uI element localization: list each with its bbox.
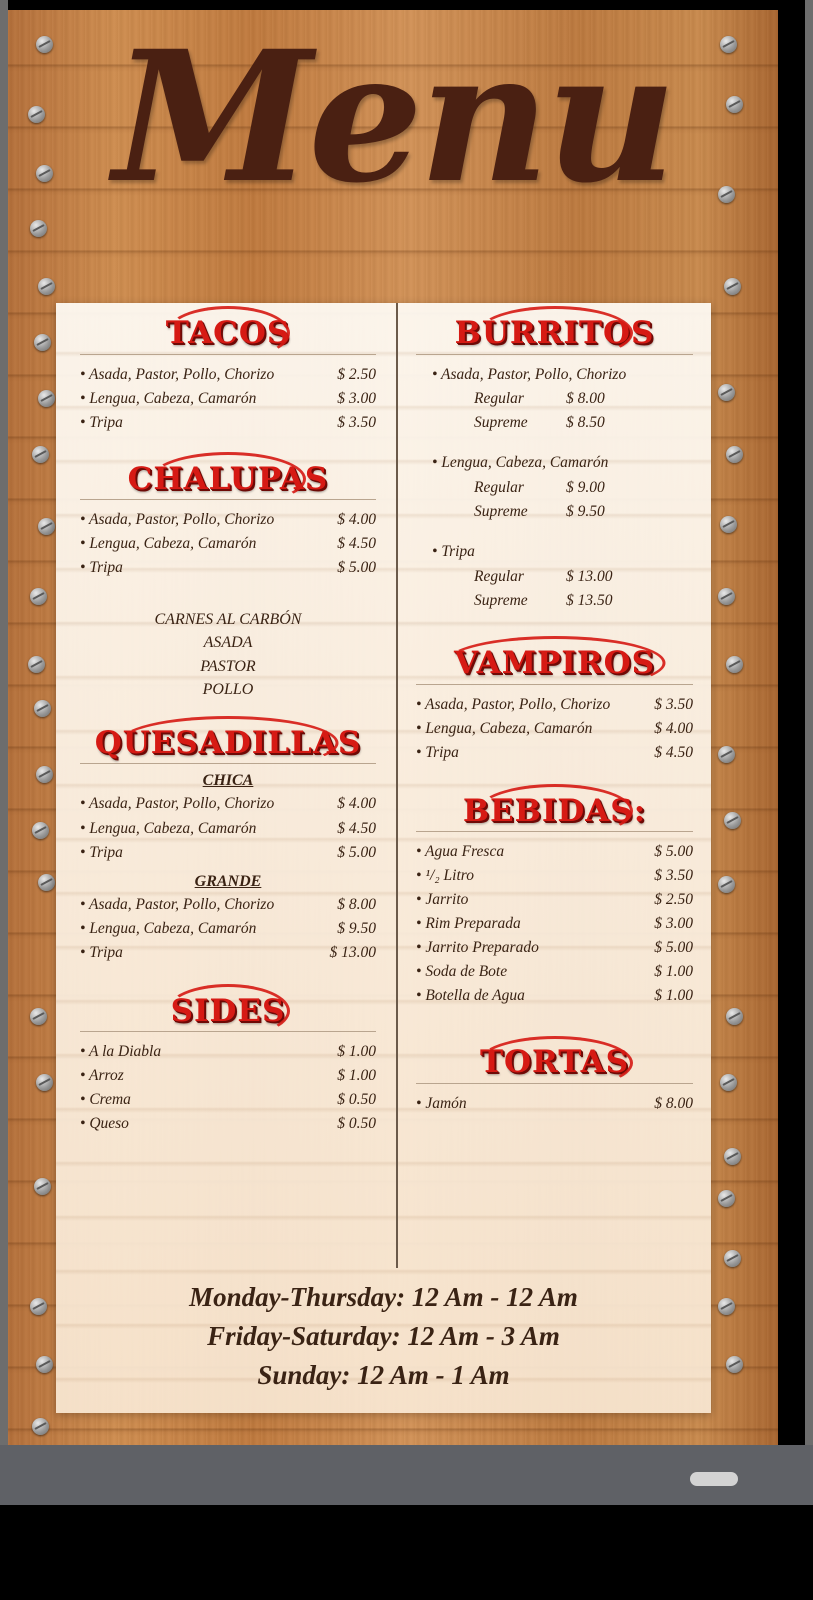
section-heading-bebidas — [416, 792, 693, 829]
item-name: • Tripa — [80, 841, 123, 865]
menu-item — [416, 693, 693, 717]
option-label: Regular — [474, 390, 524, 408]
divider — [416, 354, 693, 355]
menu-item — [80, 1040, 376, 1064]
menu-item — [80, 387, 376, 411]
screw-icon — [38, 390, 55, 407]
option-label: Supreme — [474, 592, 528, 610]
item-name: • Asada, Pastor, Pollo, Chorizo — [80, 893, 274, 917]
screw-icon — [32, 1418, 49, 1435]
section-heading-burritos-label: BURRITOS — [454, 315, 655, 351]
burrito-group-title: • Lengua, Cabeza, Camarón — [416, 451, 693, 476]
burrito-option-row — [416, 411, 693, 435]
burrito-option-row — [416, 387, 693, 411]
option-price: $ 13.00 — [566, 568, 613, 585]
screw-icon — [724, 812, 741, 829]
menu-item — [416, 960, 693, 984]
menu-item — [416, 984, 693, 1008]
screw-icon — [38, 518, 55, 535]
burrito-group-title: • Tripa — [416, 540, 693, 565]
item-price: $ 3.50 — [654, 695, 693, 713]
item-price: $ 4.00 — [654, 719, 693, 737]
menu-item — [80, 508, 376, 532]
hours-line: Sunday: 12 Am - 1 Am — [257, 1360, 510, 1391]
menu-item — [80, 917, 376, 941]
menu-item — [80, 1112, 376, 1136]
item-name: • Rim Preparada — [416, 912, 521, 936]
option-label: Regular — [474, 479, 524, 497]
home-indicator[interactable] — [690, 1472, 738, 1486]
screw-icon — [720, 1074, 737, 1091]
screw-icon — [724, 1250, 741, 1267]
item-price: $ 1.00 — [654, 987, 693, 1005]
item-name: • Asada, Pastor, Pollo, Chorizo — [80, 508, 274, 532]
screw-icon — [720, 516, 737, 533]
burrito-group — [416, 451, 693, 524]
menu-paper-panel — [56, 303, 711, 1413]
screen-letterbox — [0, 1505, 813, 1600]
menu-item — [80, 411, 376, 435]
menu-item — [80, 893, 376, 917]
option-label: Supreme — [474, 414, 528, 432]
item-price: $ 3.00 — [654, 915, 693, 933]
carnes-line: PASTOR — [200, 657, 256, 675]
option-price: $ 8.50 — [566, 414, 605, 432]
device-frame-left — [0, 0, 8, 1445]
screw-icon — [724, 1148, 741, 1165]
burrito-group — [416, 540, 693, 613]
menu-columns — [56, 303, 711, 1268]
item-price: $ 2.50 — [337, 365, 376, 383]
item-price: $ 2.50 — [654, 891, 693, 909]
burrito-option-row — [416, 589, 693, 613]
hours-line: Friday-Saturday: 12 Am - 3 Am — [207, 1321, 560, 1352]
option-price: $ 9.00 — [566, 479, 605, 497]
screw-icon — [718, 1298, 735, 1315]
item-price: $ 9.50 — [337, 919, 376, 937]
screw-icon — [32, 822, 49, 839]
carnes-heading: CARNES AL CARBÓN — [154, 611, 302, 629]
divider — [80, 499, 376, 500]
item-name: • A la Diabla — [80, 1040, 161, 1064]
item-price: $ 4.50 — [654, 743, 693, 761]
option-price: $ 9.50 — [566, 503, 605, 521]
subsection-label-chica: CHICA — [202, 772, 254, 790]
screw-icon — [32, 446, 49, 463]
section-heading-vampiros-label: VAMPIROS — [454, 645, 655, 682]
carnes-al-carbon-block — [80, 608, 376, 701]
item-name: • Agua Fresca — [416, 840, 504, 864]
section-heading-quesadillas-label: QUESADILLAS — [94, 724, 362, 761]
section-heading-sides — [80, 992, 376, 1029]
item-name: • Tripa — [416, 741, 459, 765]
screw-icon — [34, 334, 51, 351]
option-label: Regular — [474, 568, 524, 585]
menu-item — [416, 888, 693, 912]
screw-icon — [38, 874, 55, 891]
item-name: • Asada, Pastor, Pollo, Chorizo — [416, 693, 610, 717]
screw-icon — [726, 1356, 743, 1373]
item-price: $ 5.00 — [337, 843, 376, 861]
item-name: • Lengua, Cabeza, Camarón — [80, 917, 256, 941]
page-title: Menu — [113, 12, 673, 223]
screw-icon — [34, 1178, 51, 1195]
section-heading-tortas — [416, 1046, 693, 1079]
section-heading-chalupas-label: CHALUPAS — [127, 460, 329, 497]
divider — [80, 1031, 376, 1032]
screw-icon — [718, 746, 735, 763]
screw-icon — [30, 1008, 47, 1025]
item-price: $ 4.50 — [337, 535, 376, 553]
hours-line: Monday-Thursday: 12 Am - 12 Am — [189, 1282, 578, 1312]
item-name: • Soda de Bote — [416, 960, 507, 984]
item-price: $ 5.00 — [654, 843, 693, 861]
menu-item — [416, 840, 693, 864]
menu-item — [80, 941, 376, 965]
section-heading-sides-label: SIDES — [170, 992, 286, 1029]
menu-item — [416, 717, 693, 741]
item-price: $ 3.50 — [337, 413, 376, 431]
section-heading-chalupas — [80, 460, 376, 497]
subsection-label-grande: GRANDE — [194, 872, 262, 890]
section-heading-burritos — [416, 317, 693, 350]
section-heading-vampiros — [416, 647, 693, 680]
wooden-menu-board — [8, 10, 778, 1445]
menu-item — [80, 532, 376, 556]
option-price: $ 8.00 — [566, 390, 605, 408]
menu-item — [416, 912, 693, 936]
screw-icon — [30, 588, 47, 605]
business-hours — [56, 1278, 711, 1395]
screw-icon — [30, 220, 47, 237]
item-price: $ 8.00 — [654, 1094, 693, 1112]
item-price: $ 4.00 — [337, 795, 376, 813]
screw-icon — [726, 1008, 743, 1025]
screw-icon — [36, 1074, 53, 1091]
screw-icon — [726, 446, 743, 463]
item-name: • Lengua, Cabeza, Camarón — [80, 532, 256, 556]
item-name: • ¹/₂ Litro — [416, 864, 474, 888]
screw-icon — [718, 384, 735, 401]
screw-icon — [724, 278, 741, 295]
item-price: $ 1.00 — [337, 1043, 376, 1061]
screw-icon — [726, 656, 743, 673]
item-price: $ 0.50 — [337, 1115, 376, 1133]
item-price: $ 1.00 — [337, 1067, 376, 1085]
item-name: • Lengua, Cabeza, Camarón — [80, 387, 256, 411]
burrito-option-row — [416, 565, 693, 589]
divider — [416, 684, 693, 685]
item-name: • Botella de Agua — [416, 984, 525, 1008]
item-price: $ 3.00 — [337, 389, 376, 407]
item-name: • Lengua, Cabeza, Camarón — [416, 717, 592, 741]
menu-item — [80, 1064, 376, 1088]
item-price: $ 8.00 — [337, 895, 376, 913]
menu-item — [416, 864, 693, 888]
screw-icon — [718, 1190, 735, 1207]
item-name: • Queso — [80, 1112, 129, 1136]
section-heading-quesadillas — [80, 724, 376, 761]
menu-item — [80, 363, 376, 387]
section-heading-tortas-label: TORTAS — [479, 1044, 630, 1081]
item-price: $ 13.00 — [329, 943, 376, 961]
screw-icon — [28, 656, 45, 673]
item-price: $ 1.00 — [654, 963, 693, 981]
section-heading-tacos — [80, 317, 376, 350]
screw-icon — [34, 700, 51, 717]
divider — [80, 354, 376, 355]
option-label: Supreme — [474, 503, 528, 521]
menu-column-left — [56, 303, 396, 1268]
burrito-option-row — [416, 476, 693, 500]
menu-item — [80, 792, 376, 816]
menu-item — [80, 817, 376, 841]
item-name: • Lengua, Cabeza, Camarón — [80, 817, 256, 841]
item-price: $ 4.50 — [337, 819, 376, 837]
menu-column-right — [396, 303, 711, 1268]
item-name: • Asada, Pastor, Pollo, Chorizo — [80, 792, 274, 816]
screw-icon — [36, 1356, 53, 1373]
item-price: $ 5.00 — [337, 559, 376, 577]
item-name: • Tripa — [80, 411, 123, 435]
section-heading-bebidas-label: BEBIDAS: — [462, 792, 647, 829]
item-price: $ 4.00 — [337, 511, 376, 529]
item-price: $ 0.50 — [337, 1091, 376, 1109]
device-frame-right — [805, 0, 813, 1445]
screw-icon — [718, 588, 735, 605]
screw-icon — [30, 1298, 47, 1315]
menu-item — [416, 1092, 693, 1116]
item-price: $ 5.00 — [654, 939, 693, 957]
option-price: $ 13.50 — [566, 592, 613, 610]
item-name: • Crema — [80, 1088, 131, 1112]
item-name: • Jarrito Preparado — [416, 936, 539, 960]
screw-icon — [718, 876, 735, 893]
menu-item — [80, 556, 376, 580]
menu-item — [80, 1088, 376, 1112]
menu-item — [80, 841, 376, 865]
menu-item — [416, 741, 693, 765]
screw-icon — [38, 278, 55, 295]
item-name: • Tripa — [80, 941, 123, 965]
item-price: $ 3.50 — [654, 867, 693, 885]
carnes-line: POLLO — [202, 680, 254, 698]
burrito-group — [416, 363, 693, 436]
burrito-group-title: • Asada, Pastor, Pollo, Chorizo — [416, 363, 693, 388]
item-name: • Jamón — [416, 1092, 467, 1116]
section-heading-tacos-label: TACOS — [165, 315, 291, 351]
burrito-option-row — [416, 500, 693, 524]
item-name: • Tripa — [80, 556, 123, 580]
divider — [80, 763, 376, 764]
menu-item — [416, 936, 693, 960]
screw-icon — [36, 766, 53, 783]
item-name: • Asada, Pastor, Pollo, Chorizo — [80, 363, 274, 387]
divider — [416, 831, 693, 832]
divider — [416, 1083, 693, 1084]
carnes-line: ASADA — [203, 634, 253, 652]
item-name: • Arroz — [80, 1064, 124, 1088]
item-name: • Jarrito — [416, 888, 468, 912]
